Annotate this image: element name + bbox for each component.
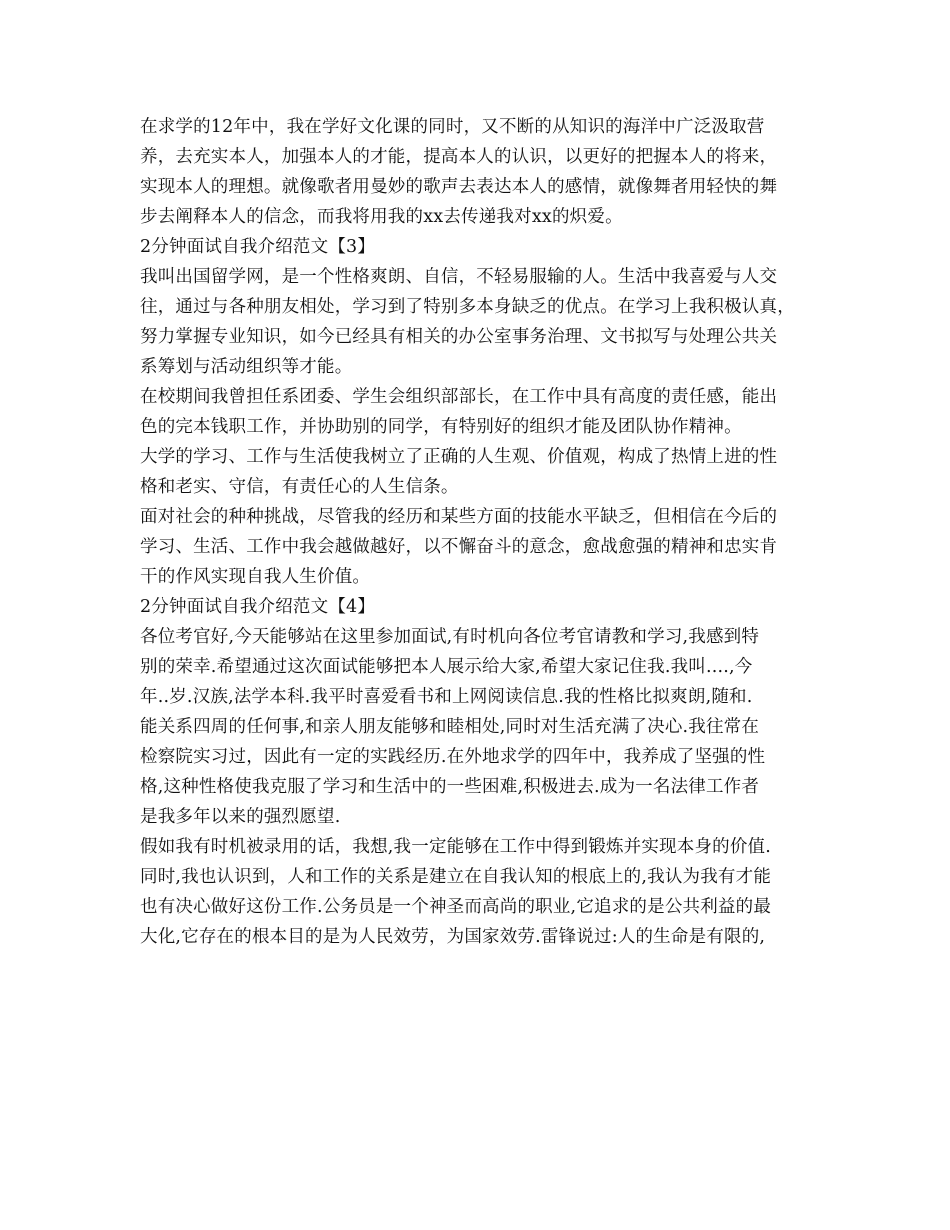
text-line: 是我多年以来的强烈愿望. xyxy=(140,807,341,827)
text-line: 也有决心做好这份工作.公务员是一个神圣而高尚的职业,它追求的是公共利益的最 xyxy=(140,897,772,917)
text-line: 系筹划与活动组织等才能。 xyxy=(140,357,353,377)
text-line: 我叫出国留学网，是一个性格爽朗、自信，不轻易服输的人。生活中我喜爱与人交 xyxy=(140,267,778,287)
text-line: 能关系四周的任何事,和亲人朋友能够和睦相处,同时对生活充满了决心.我往常在 xyxy=(140,717,760,737)
text-line: 别的荣幸.希望通过这次面试能够把本人展示给大家,希望大家记住我.我叫....,今 xyxy=(140,657,753,677)
text-line: 养，去充实本人，加强本人的才能，提高本人的认识，以更好的把握本人的将来， xyxy=(140,147,778,167)
text-line: 同时,我也认识到，人和工作的关系是建立在自我认知的根底上的,我认为我有才能 xyxy=(140,867,772,887)
text-line: 面对社会的种种挑战，尽管我的经历和某些方面的技能水平缺乏，但相信在今后的 xyxy=(140,507,778,527)
text-line: 年..岁.汉族,法学本科.我平时喜爱看书和上网阅读信息.我的性格比拟爽朗,随和. xyxy=(140,687,753,707)
text-line: 努力掌握专业知识，如今已经具有相关的办公室事务治理、文书拟写与处理公共关 xyxy=(140,327,778,347)
section-heading-4: 2分钟面试自我介绍范文【4】 xyxy=(140,597,376,617)
text-line: 大学的学习、工作与生活使我树立了正确的人生观、价值观，构成了热情上进的性 xyxy=(140,447,778,467)
text-line: 步去阐释本人的信念，而我将用我的xx去传递我对xx的炽爱。 xyxy=(140,207,623,227)
text-line: 色的完本钱职工作，并协助别的同学，有特别好的组织才能及团队协作精神。 xyxy=(140,417,742,437)
text-line: 实现本人的理想。就像歌者用曼妙的歌声去表达本人的感情，就像舞者用轻快的舞 xyxy=(140,177,778,197)
text-line: 学习、生活、工作中我会越做越好，以不懈奋斗的意念，愈战愈强的精神和忠实肯 xyxy=(140,537,778,557)
text-line: 检察院实习过，因此有一定的实践经历.在外地求学的四年中，我养成了坚强的性 xyxy=(140,747,766,767)
text-line: 格,这种性格使我克服了学习和生活中的一些困难,积极进去.成为一名法律工作者 xyxy=(140,777,760,797)
text-line: 干的作风实现自我人生价值。 xyxy=(140,567,371,587)
document-body xyxy=(140,112,830,952)
text-line: 大化,它存在的根本目的是为人民效劳，为国家效劳.雷锋说过:人的生命是有限的, xyxy=(140,927,766,947)
section-heading-3: 2分钟面试自我介绍范文【3】 xyxy=(140,237,376,257)
text-line: 在求学的12年中，我在学好文化课的同时，又不断的从知识的海洋中广泛汲取营 xyxy=(140,117,765,137)
text-line: 在校期间我曾担任系团委、学生会组织部部长，在工作中具有高度的责任感，能出 xyxy=(140,387,778,407)
text-line: 格和老实、守信，有责任心的人生信条。 xyxy=(140,477,459,497)
text-line: 假如我有时机被录用的话，我想,我一定能够在工作中得到锻炼并实现本身的价值. xyxy=(140,837,772,857)
text-line: 各位考官好,今天能够站在这里参加面试,有时机向各位考官请教和学习,我感到特 xyxy=(140,627,760,647)
text-line: 往，通过与各种朋友相处，学习到了特别多本身缺乏的优点。在学习上我积极认真， xyxy=(140,297,795,317)
